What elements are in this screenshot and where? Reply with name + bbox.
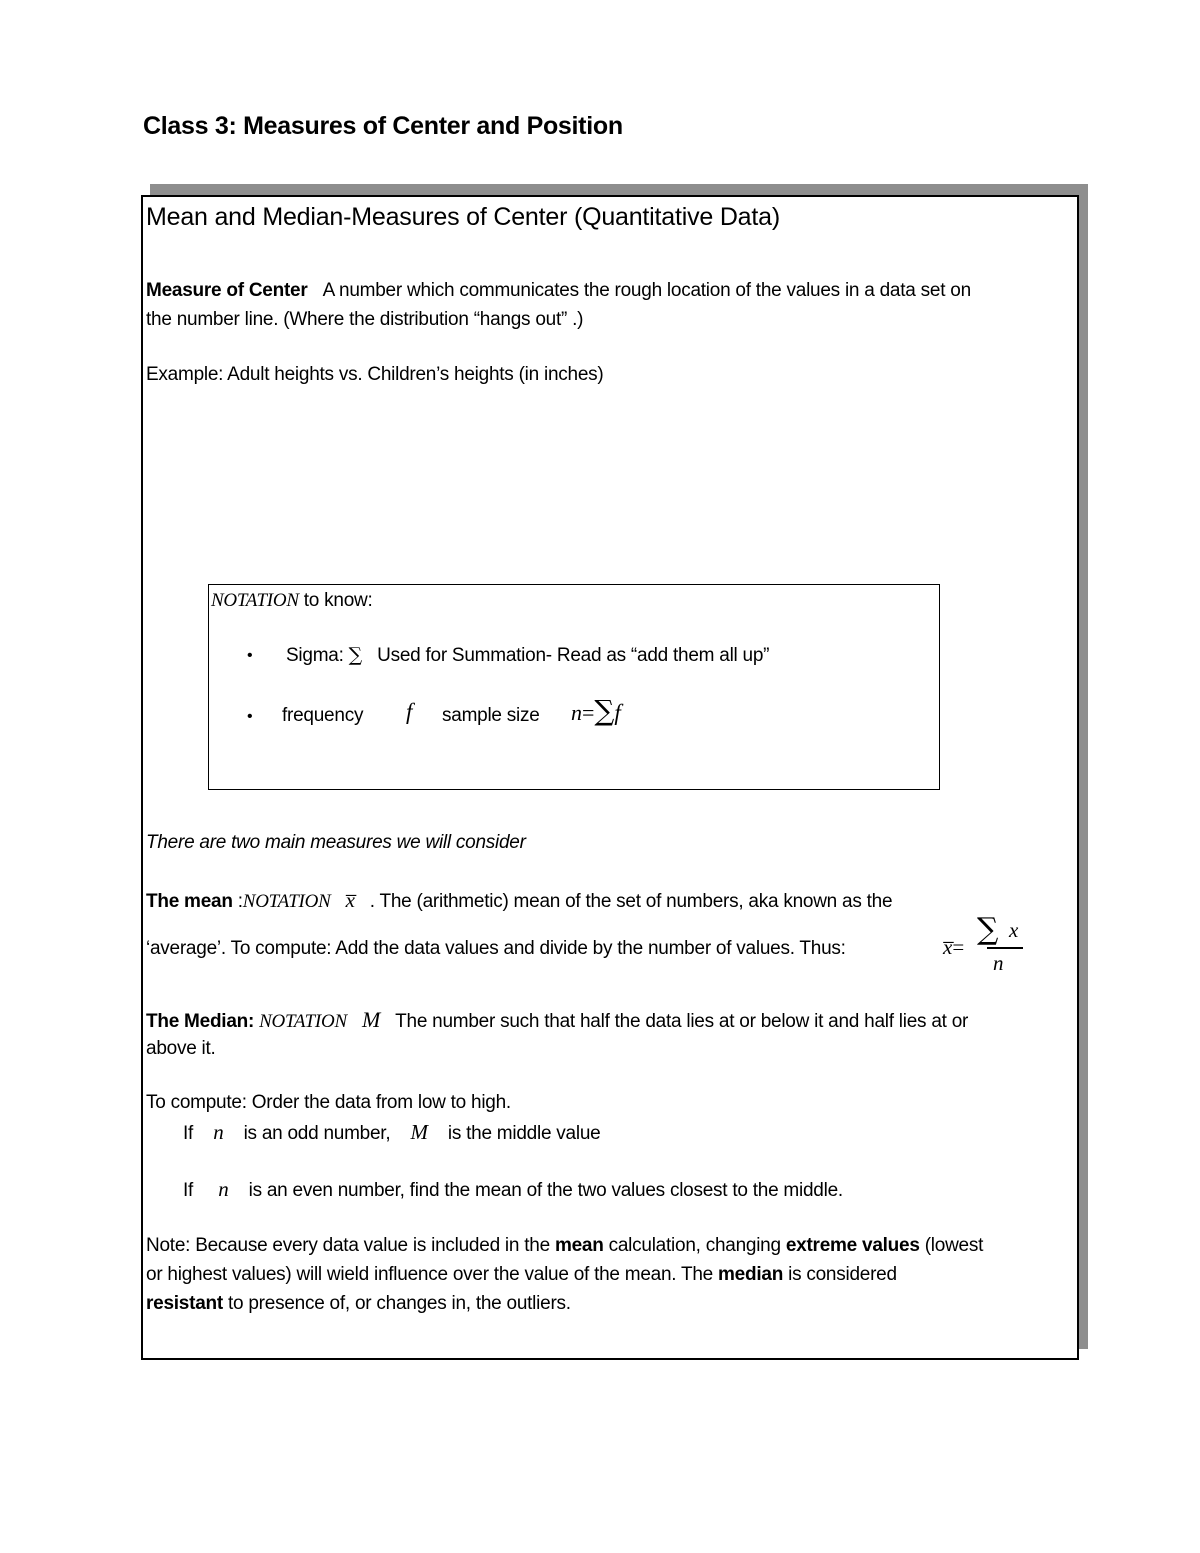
sample-size-formula bbox=[571, 694, 621, 727]
mean-line2: ‘average’. To compute: Add the data values and divide by the number of values. Thus: bbox=[146, 938, 846, 959]
page-title: Class 3: Measures of Center and Position bbox=[143, 112, 623, 140]
sigma-description: Used for Summation- Read as “add them all up” bbox=[377, 645, 770, 666]
example-line: Example: Adult heights vs. Children’s heights (in inches) bbox=[146, 364, 604, 385]
mean-notation-word: NOTATION bbox=[242, 891, 331, 912]
measure-of-center-line1 bbox=[146, 276, 971, 305]
notation-label-rest: to know: bbox=[298, 590, 373, 611]
mean-line1 bbox=[146, 886, 892, 916]
bullet-icon: • bbox=[247, 647, 253, 664]
section-heading: Mean and Median-Measures of Center (Quantitative Data) bbox=[146, 203, 780, 231]
bullet-icon: • bbox=[247, 708, 253, 725]
formula-equals: = bbox=[582, 700, 595, 725]
sigma-label: Sigma: bbox=[286, 645, 344, 666]
notation-box bbox=[208, 584, 940, 790]
f-symbol: f bbox=[406, 699, 413, 724]
sigma-line bbox=[286, 641, 769, 670]
mean-formula-denominator: n bbox=[993, 951, 1004, 975]
measure-of-center-definition: A number which communicates the rough location of the values in a data set on bbox=[322, 280, 971, 301]
n-symbol: n bbox=[218, 1177, 229, 1201]
median-line1 bbox=[146, 1005, 968, 1036]
mean-formula-fraction-bar bbox=[987, 947, 1023, 949]
compute-intro: To compute: Order the data from low to high. bbox=[146, 1092, 511, 1113]
n-symbol: n bbox=[213, 1120, 224, 1144]
sigma-symbol: ∑ bbox=[348, 644, 362, 666]
m-symbol: M bbox=[410, 1120, 428, 1144]
measure-of-center-line2: the number line. (Where the distribution “hangs out” .) bbox=[146, 309, 584, 330]
note-line1: Note: Because every data value is included in the mean calculation, changing extreme values (lowest bbox=[146, 1235, 984, 1256]
mean-formula-x: x bbox=[1009, 918, 1019, 942]
notation-heading bbox=[211, 586, 373, 615]
median-label: The Median: bbox=[146, 1011, 255, 1032]
mean-notation-prefix: : bbox=[232, 891, 243, 912]
mean-description: . The (arithmetic) mean of the set of numbers, aka known as the bbox=[369, 891, 893, 912]
median-symbol: M bbox=[361, 1007, 381, 1032]
note-line2: or highest values) will wield influence over the value of the mean. The median is considered bbox=[146, 1264, 897, 1285]
measure-of-center-term: Measure of Center bbox=[146, 280, 308, 301]
content-box bbox=[141, 195, 1079, 1360]
median-description: The number such that half the data lies at or below it and half lies at or bbox=[395, 1011, 969, 1032]
note-line3: resistant to presence of, or changes in, the outliers. bbox=[146, 1293, 571, 1314]
formula-f: f bbox=[614, 700, 621, 725]
mean-formula-sum: ∑ bbox=[977, 912, 999, 947]
median-line2: above it. bbox=[146, 1038, 216, 1059]
frequency-label: frequency bbox=[282, 705, 364, 726]
formula-sum: ∑ bbox=[594, 694, 615, 727]
compute-odd-line: If n is an odd number, M is the middle value bbox=[183, 1120, 601, 1144]
mean-symbol: x̅ bbox=[345, 888, 355, 912]
mean-formula-lhs: x̅= bbox=[943, 935, 965, 959]
mean-label: The mean bbox=[146, 891, 233, 912]
formula-n: n bbox=[571, 700, 582, 725]
compute-even-line: If n is an even number, find the mean of the two values closest to the middle. bbox=[183, 1177, 843, 1201]
notation-label: NOTATION bbox=[211, 590, 299, 611]
two-measures-intro: There are two main measures we will consider bbox=[146, 832, 526, 853]
sample-size-label: sample size bbox=[442, 705, 540, 726]
median-notation-word: NOTATION bbox=[259, 1011, 347, 1032]
